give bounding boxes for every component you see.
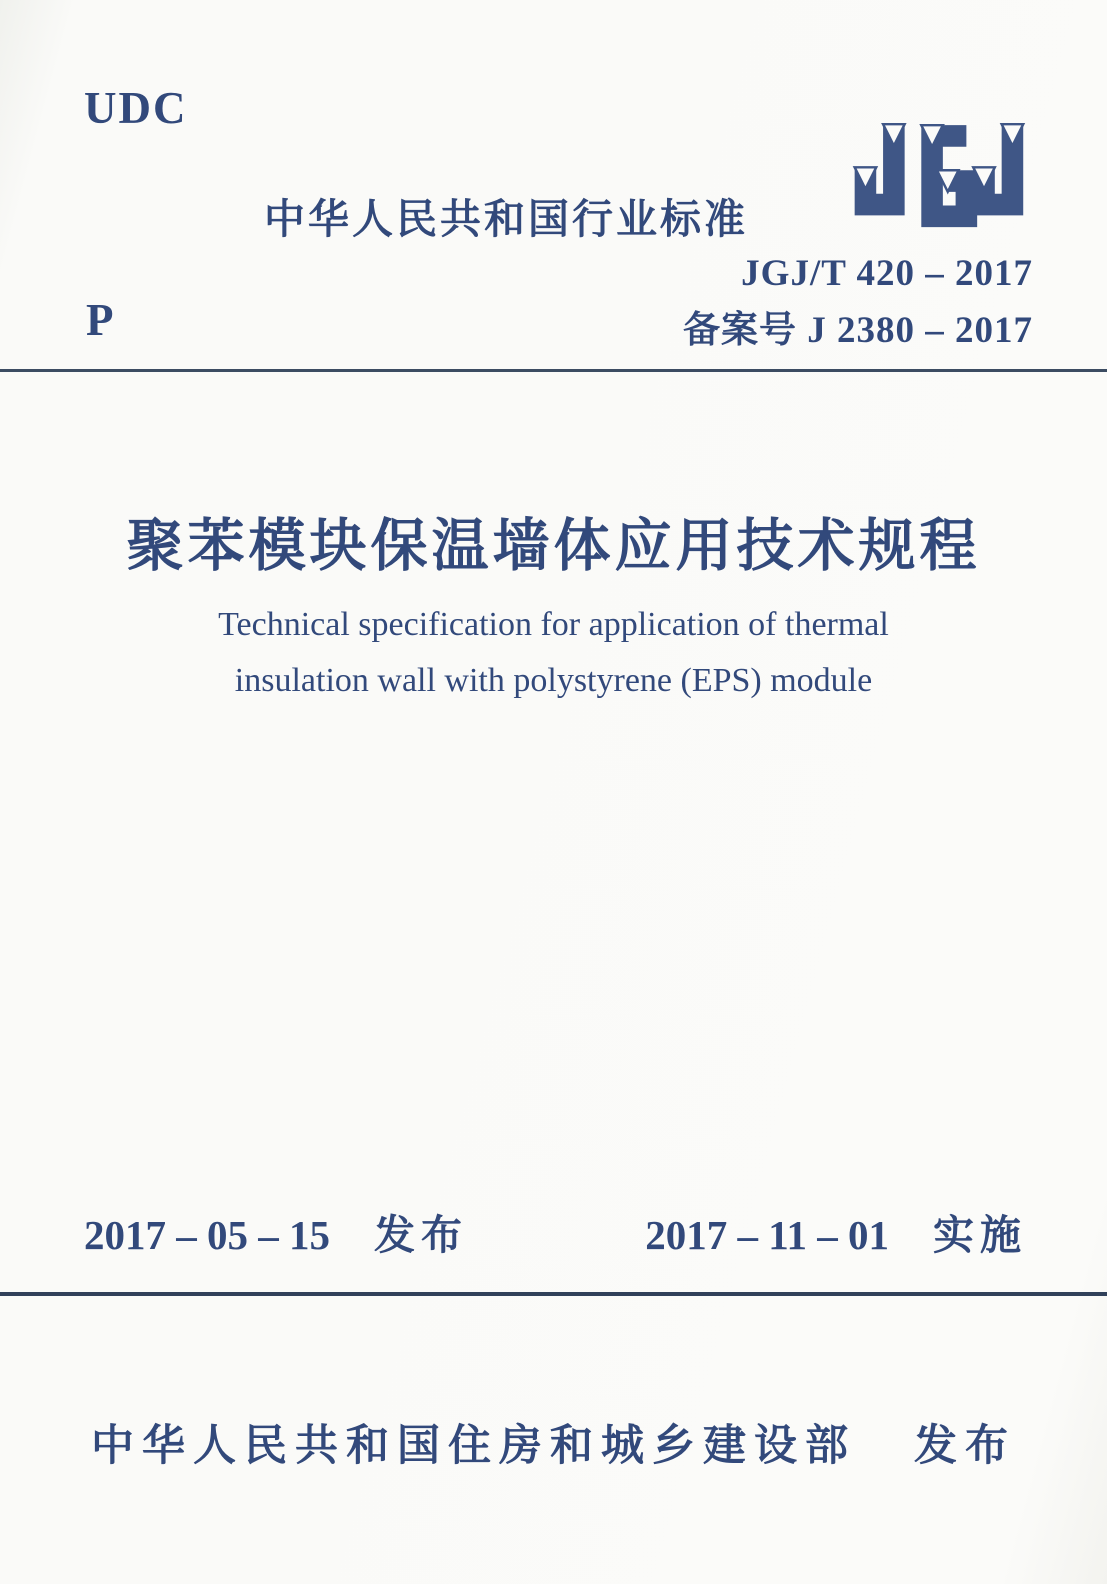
udc-code: UDC [84, 83, 188, 133]
top-divider [0, 369, 1107, 372]
publisher-name: 中华人民共和国住房和城乡建设部 [91, 1422, 856, 1470]
classification-code: P [86, 295, 114, 345]
title-english-line2: insulation wall with polystyrene (EPS) module [234, 662, 873, 699]
title-english-line1: Technical specification for application of thermal [218, 606, 889, 643]
publisher-line [0, 1412, 1107, 1473]
effective-date: 2017 – 11 – 01 [645, 1212, 889, 1258]
title-english [0, 597, 1107, 709]
issue-date: 2017 – 05 – 15 [84, 1212, 330, 1258]
effective-label: 实施 [933, 1212, 1027, 1258]
standard-number: JGJ/T 420 – 2017 [741, 253, 1033, 294]
standard-type-heading: 中华人民共和国行业标准 [264, 196, 748, 242]
issue-date-group [84, 1202, 468, 1261]
jgj-logo-graphic [838, 118, 1034, 248]
jgj-logo [838, 118, 1034, 248]
title-chinese: 聚苯模块保温墙体应用技术规程 [126, 515, 981, 578]
publish-label: 发布 [914, 1422, 1016, 1470]
issue-label: 发布 [374, 1212, 468, 1258]
effective-date-group [645, 1202, 1027, 1261]
dates-row [84, 1202, 1027, 1261]
record-number: 备案号 J 2380 – 2017 [683, 310, 1033, 351]
bottom-divider [0, 1292, 1107, 1296]
